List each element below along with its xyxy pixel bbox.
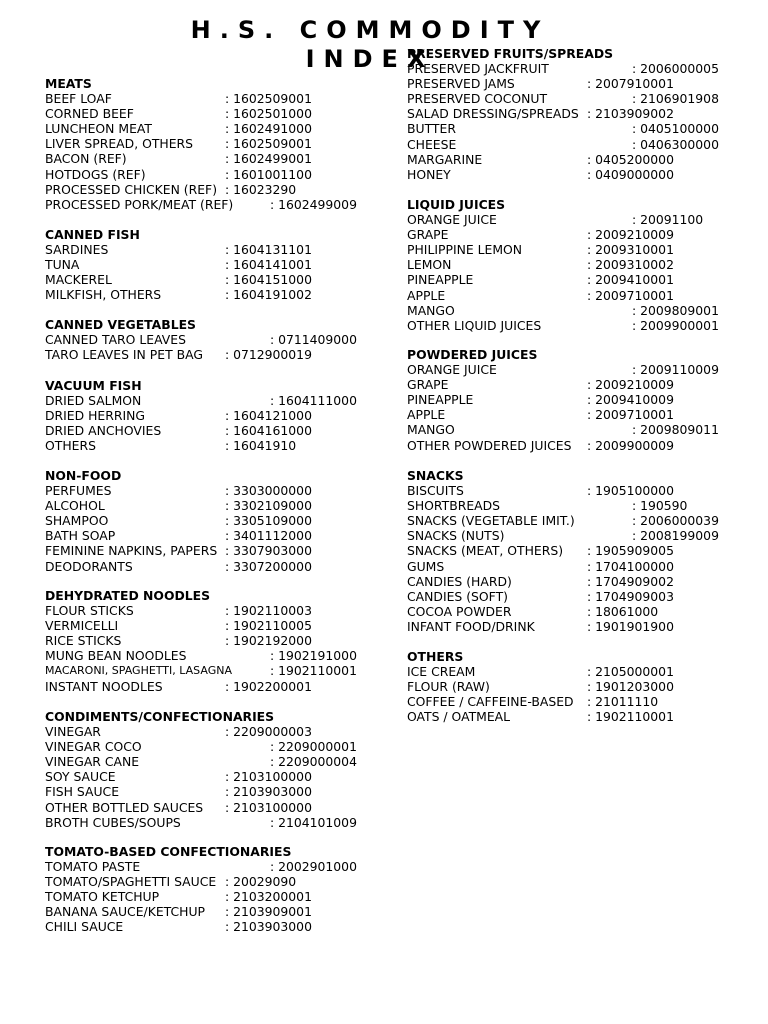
list-item bbox=[45, 889, 375, 904]
item-label: COCOA POWDER bbox=[407, 603, 512, 619]
hs-code: : 3307200000 bbox=[225, 558, 312, 574]
item-label: FISH SAUCE bbox=[45, 784, 120, 800]
list-item bbox=[407, 664, 737, 679]
item-label: TOMATO KETCHUP bbox=[45, 889, 160, 905]
list-item bbox=[407, 137, 737, 152]
list-item bbox=[407, 498, 737, 513]
item-label: MARGARINE bbox=[407, 151, 483, 167]
item-label: SALAD DRESSING/SPREADS bbox=[407, 106, 579, 122]
hs-code: : 20091100 bbox=[632, 212, 704, 228]
section-heading: PRESERVED FRUITS/SPREADS bbox=[407, 46, 614, 61]
section-dehydrated-noodles bbox=[45, 588, 375, 694]
hs-code: : 1604151000 bbox=[225, 272, 312, 288]
list-item bbox=[45, 800, 375, 815]
section-heading: MEATS bbox=[45, 76, 92, 91]
item-label: TOMATO/SPAGHETTI SAUCE bbox=[45, 874, 217, 890]
item-label: MANGO bbox=[407, 422, 455, 438]
list-item bbox=[407, 559, 737, 574]
hs-code: : 1704909003 bbox=[587, 588, 674, 604]
item-label: ORANGE JUICE bbox=[407, 212, 497, 228]
hs-code: : 0405200000 bbox=[587, 151, 674, 167]
list-item bbox=[407, 619, 737, 634]
section-heading: POWDERED JUICES bbox=[407, 347, 538, 362]
hs-code: : 2103909002 bbox=[587, 106, 674, 122]
hs-code: : 2103200001 bbox=[225, 889, 312, 905]
hs-code: : 1602491000 bbox=[225, 121, 312, 137]
list-item bbox=[45, 724, 375, 739]
hs-code: : 2104101009 bbox=[270, 814, 357, 830]
list-item bbox=[45, 423, 375, 438]
item-label: PRESERVED JACKFRUIT bbox=[407, 61, 549, 77]
hs-code: : 190590 bbox=[632, 498, 688, 514]
item-label: OATS / OATMEAL bbox=[407, 709, 511, 725]
hs-code: : 2009310001 bbox=[587, 242, 674, 258]
list-item bbox=[45, 904, 375, 919]
hs-code: : 1905909005 bbox=[587, 543, 674, 559]
item-label: COFFEE / CAFFEINE-BASED bbox=[407, 694, 574, 710]
hs-code: : 1901203000 bbox=[587, 679, 674, 695]
section-heading: VACUUM FISH bbox=[45, 378, 142, 393]
hs-code: : 1902192000 bbox=[225, 633, 312, 649]
item-label: PHILIPPINE LEMON bbox=[407, 242, 523, 258]
hs-code: : 1602499001 bbox=[225, 151, 312, 167]
item-label: OTHER POWDERED JUICES bbox=[407, 437, 572, 453]
item-label: BISCUITS bbox=[407, 483, 464, 499]
list-item bbox=[407, 589, 737, 604]
list-item bbox=[45, 287, 375, 302]
hs-code: : 1902110005 bbox=[225, 618, 312, 634]
list-item bbox=[407, 392, 737, 407]
item-label: DRIED SALMON bbox=[45, 393, 142, 409]
hs-code: : 1602509001 bbox=[225, 91, 312, 107]
hs-code: : 1604141001 bbox=[225, 257, 312, 273]
hs-code: : 2009310002 bbox=[587, 257, 674, 273]
list-item bbox=[45, 121, 375, 136]
list-item bbox=[407, 303, 737, 318]
hs-code: : 2209000003 bbox=[225, 724, 312, 740]
hs-code: : 2103903000 bbox=[225, 784, 312, 800]
list-item bbox=[407, 91, 737, 106]
list-item bbox=[45, 483, 375, 498]
item-label: PRESERVED COCONUT bbox=[407, 91, 548, 107]
item-label: FEMININE NAPKINS, PAPERS bbox=[45, 543, 218, 559]
item-label: RICE STICKS bbox=[45, 633, 122, 649]
hs-code: : 20029090 bbox=[225, 874, 297, 890]
list-item bbox=[407, 483, 737, 498]
item-label: MANGO bbox=[407, 302, 455, 318]
page-title: H.S. COMMODITY INDEX bbox=[190, 16, 550, 73]
hs-code: : 21011110 bbox=[587, 694, 659, 710]
item-label: CHEESE bbox=[407, 136, 457, 152]
hs-code: : 1602501000 bbox=[225, 106, 312, 122]
list-item bbox=[407, 212, 737, 227]
hs-code: : 2009210009 bbox=[587, 377, 674, 393]
section-heading: NON-FOOD bbox=[45, 468, 122, 483]
list-item bbox=[45, 559, 375, 574]
list-item bbox=[45, 136, 375, 151]
item-label: PRESERVED JAMS bbox=[407, 76, 515, 92]
section-snacks bbox=[407, 468, 737, 634]
item-label: BEEF LOAF bbox=[45, 91, 112, 107]
section-heading: OTHERS bbox=[407, 649, 464, 664]
list-item bbox=[45, 106, 375, 121]
list-item bbox=[45, 408, 375, 423]
hs-code: : 1905100000 bbox=[587, 483, 674, 499]
item-label: LIVER SPREAD, OTHERS bbox=[45, 136, 194, 152]
hs-code: : 1902191000 bbox=[270, 648, 357, 664]
list-item bbox=[45, 151, 375, 166]
section-heading: CANNED VEGETABLES bbox=[45, 317, 196, 332]
section-tomato-based-confectionaries bbox=[45, 844, 375, 935]
hs-code: : 1602499009 bbox=[270, 196, 357, 212]
item-label: PINEAPPLE bbox=[407, 272, 474, 288]
item-label: LEMON bbox=[407, 257, 452, 273]
item-label: SHAMPOO bbox=[45, 513, 109, 529]
section-non-food bbox=[45, 468, 375, 574]
section-vacuum-fish bbox=[45, 378, 375, 453]
item-label: FLOUR STICKS bbox=[45, 603, 134, 619]
hs-code: : 1604111000 bbox=[270, 393, 357, 409]
list-item bbox=[45, 784, 375, 799]
item-label: MACARONI, SPAGHETTI, LASAGNA bbox=[45, 664, 232, 678]
hs-code: : 3302109000 bbox=[225, 498, 312, 514]
item-label: PINEAPPLE bbox=[407, 392, 474, 408]
list-item bbox=[45, 498, 375, 513]
item-label: GRAPE bbox=[407, 227, 449, 243]
list-item bbox=[407, 76, 737, 91]
item-label: DEODORANTS bbox=[45, 558, 133, 574]
list-item bbox=[407, 61, 737, 76]
list-item bbox=[407, 513, 737, 528]
list-item bbox=[407, 242, 737, 257]
hs-code: : 1902200001 bbox=[225, 678, 312, 694]
item-label: BROTH CUBES/SOUPS bbox=[45, 814, 181, 830]
item-label: PERFUMES bbox=[45, 483, 112, 499]
list-item bbox=[407, 422, 737, 437]
list-item bbox=[407, 528, 737, 543]
item-label: SOY SAUCE bbox=[45, 769, 116, 785]
list-item bbox=[45, 633, 375, 648]
list-item bbox=[407, 167, 737, 182]
hs-code: : 2009809011 bbox=[632, 422, 719, 438]
item-label: SHORTBREADS bbox=[407, 498, 501, 514]
item-label: LUNCHEON MEAT bbox=[45, 121, 152, 137]
list-item bbox=[45, 438, 375, 453]
item-label: DRIED ANCHOVIES bbox=[45, 423, 162, 439]
item-label: ALCOHOL bbox=[45, 498, 105, 514]
item-label: CANDIES (HARD) bbox=[407, 573, 512, 589]
hs-code: : 2103903000 bbox=[225, 919, 312, 935]
hs-code: : 1902110001 bbox=[270, 663, 357, 679]
hs-code: : 1902110001 bbox=[587, 709, 674, 725]
hs-code: : 2103100000 bbox=[225, 799, 312, 815]
hs-code: : 2008199009 bbox=[632, 528, 719, 544]
hs-code: : 2009809001 bbox=[632, 302, 719, 318]
item-label: OTHER LIQUID JUICES bbox=[407, 317, 542, 333]
list-item bbox=[45, 197, 375, 212]
list-item bbox=[45, 663, 375, 678]
item-label: ICE CREAM bbox=[407, 664, 476, 680]
item-label: TUNA bbox=[45, 257, 80, 273]
list-item bbox=[45, 648, 375, 663]
hs-code: : 2009710001 bbox=[587, 287, 674, 303]
item-label: SNACKS (NUTS) bbox=[407, 528, 505, 544]
item-label: SARDINES bbox=[45, 242, 109, 258]
item-label: MUNG BEAN NOODLES bbox=[45, 648, 187, 664]
item-label: BUTTER bbox=[407, 121, 456, 137]
item-label: PROCESSED PORK/MEAT (REF) bbox=[45, 196, 234, 212]
item-label: OTHER BOTTLED SAUCES bbox=[45, 799, 204, 815]
list-item bbox=[45, 679, 375, 694]
list-item bbox=[407, 362, 737, 377]
hs-code: : 0409000000 bbox=[587, 166, 674, 182]
section-heading: DEHYDRATED NOODLES bbox=[45, 588, 211, 603]
section-heading: LIQUID JUICES bbox=[407, 197, 506, 212]
item-label: CANNED TARO LEAVES bbox=[45, 332, 186, 348]
list-item bbox=[407, 257, 737, 272]
list-item bbox=[45, 91, 375, 106]
item-label: VINEGAR CANE bbox=[45, 754, 140, 770]
section-powdered-juices bbox=[407, 347, 737, 453]
item-label: VINEGAR bbox=[45, 724, 101, 740]
hs-code: : 2009410001 bbox=[587, 272, 674, 288]
list-item bbox=[45, 332, 375, 347]
hs-code: : 2009900009 bbox=[587, 437, 674, 453]
hs-code: : 1604191002 bbox=[225, 287, 312, 303]
list-item bbox=[407, 694, 737, 709]
item-label: PROCESSED CHICKEN (REF) bbox=[45, 181, 218, 197]
hs-code: : 2103100000 bbox=[225, 769, 312, 785]
list-item bbox=[45, 618, 375, 633]
hs-code: : 1901901900 bbox=[587, 618, 674, 634]
hs-code: : 2105000001 bbox=[587, 664, 674, 680]
list-item bbox=[45, 754, 375, 769]
section-liquid-juices bbox=[407, 197, 737, 333]
item-label: SNACKS (VEGETABLE IMIT.) bbox=[407, 513, 575, 529]
list-item bbox=[45, 859, 375, 874]
hs-code: : 0405100000 bbox=[632, 121, 719, 137]
item-label: GRAPE bbox=[407, 377, 449, 393]
list-item bbox=[45, 769, 375, 784]
hs-code: : 0712900019 bbox=[225, 347, 312, 363]
item-label: HOTDOGS (REF) bbox=[45, 166, 146, 182]
list-item bbox=[45, 347, 375, 362]
list-item bbox=[45, 739, 375, 754]
item-label: TARO LEAVES IN PET BAG bbox=[45, 347, 203, 363]
hs-code: : 16041910 bbox=[225, 438, 297, 454]
item-label: MILKFISH, OTHERS bbox=[45, 287, 162, 303]
list-item bbox=[45, 257, 375, 272]
hs-code: : 2009110009 bbox=[632, 362, 719, 378]
list-item bbox=[45, 272, 375, 287]
list-item bbox=[45, 919, 375, 934]
item-label: CANDIES (SOFT) bbox=[407, 588, 508, 604]
section-heading: SNACKS bbox=[407, 468, 464, 483]
item-label: MACKEREL bbox=[45, 272, 112, 288]
list-item bbox=[45, 242, 375, 257]
hs-code: : 2006000039 bbox=[632, 513, 719, 529]
list-item bbox=[45, 167, 375, 182]
item-label: ORANGE JUICE bbox=[407, 362, 497, 378]
item-label: TOMATO PASTE bbox=[45, 859, 141, 875]
item-label: BANANA SAUCE/KETCHUP bbox=[45, 904, 206, 920]
list-item bbox=[45, 874, 375, 889]
list-item bbox=[45, 603, 375, 618]
list-item bbox=[407, 574, 737, 589]
hs-code: : 2007910001 bbox=[587, 76, 674, 92]
list-item bbox=[407, 604, 737, 619]
hs-code: : 3305109000 bbox=[225, 513, 312, 529]
hs-code: : 16023290 bbox=[225, 181, 297, 197]
section-others bbox=[407, 649, 737, 724]
hs-code: : 2009710001 bbox=[587, 407, 674, 423]
item-label: FLOUR (RAW) bbox=[407, 679, 490, 695]
list-item bbox=[407, 377, 737, 392]
list-item bbox=[407, 227, 737, 242]
list-item bbox=[45, 513, 375, 528]
item-label: VERMICELLI bbox=[45, 618, 119, 634]
hs-code: : 1601001100 bbox=[225, 166, 312, 182]
hs-code: : 3307903000 bbox=[225, 543, 312, 559]
hs-code: : 2106901908 bbox=[632, 91, 719, 107]
list-item bbox=[407, 543, 737, 558]
section-meats bbox=[45, 76, 375, 212]
list-item bbox=[407, 288, 737, 303]
item-label: INSTANT NOODLES bbox=[45, 678, 163, 694]
list-item bbox=[407, 709, 737, 724]
section-condiments-confectionaries bbox=[45, 709, 375, 830]
item-label: DRIED HERRING bbox=[45, 408, 146, 424]
list-item bbox=[407, 407, 737, 422]
hs-code: : 1604131101 bbox=[225, 242, 312, 258]
section-canned-fish bbox=[45, 227, 375, 302]
hs-code: : 2006000005 bbox=[632, 61, 719, 77]
item-label: VINEGAR COCO bbox=[45, 739, 142, 755]
list-item bbox=[407, 679, 737, 694]
hs-code: : 0711409000 bbox=[270, 332, 357, 348]
list-item bbox=[407, 272, 737, 287]
list-item bbox=[407, 152, 737, 167]
list-item bbox=[407, 438, 737, 453]
item-label: SNACKS (MEAT, OTHERS) bbox=[407, 543, 564, 559]
section-preserved-fruits-spreads bbox=[407, 46, 737, 182]
list-item bbox=[45, 528, 375, 543]
hs-code: : 1604161000 bbox=[225, 423, 312, 439]
hs-code: : 2209000004 bbox=[270, 754, 357, 770]
list-item bbox=[45, 815, 375, 830]
section-heading: CONDIMENTS/CONFECTIONARIES bbox=[45, 709, 275, 724]
list-item bbox=[45, 543, 375, 558]
hs-code: : 1704100000 bbox=[587, 558, 674, 574]
item-label: CORNED BEEF bbox=[45, 106, 134, 122]
section-heading: TOMATO-BASED CONFECTIONARIES bbox=[45, 844, 292, 859]
hs-code: : 0406300000 bbox=[632, 136, 719, 152]
hs-code: : 1902110003 bbox=[225, 603, 312, 619]
hs-code: : 3401112000 bbox=[225, 528, 312, 544]
section-canned-vegetables bbox=[45, 317, 375, 362]
hs-code: : 3303000000 bbox=[225, 483, 312, 499]
list-item bbox=[407, 106, 737, 121]
item-label: BACON (REF) bbox=[45, 151, 127, 167]
hs-code: : 1604121000 bbox=[225, 408, 312, 424]
list-item bbox=[45, 182, 375, 197]
list-item bbox=[407, 318, 737, 333]
hs-code: : 2009210009 bbox=[587, 227, 674, 243]
hs-code: : 18061000 bbox=[587, 603, 659, 619]
item-label: APPLE bbox=[407, 407, 446, 423]
hs-code: : 1704909002 bbox=[587, 573, 674, 589]
item-label: HONEY bbox=[407, 166, 451, 182]
hs-code: : 2103909001 bbox=[225, 904, 312, 920]
list-item bbox=[407, 121, 737, 136]
hs-code: : 2209000001 bbox=[270, 739, 357, 755]
hs-code: : 2002901000 bbox=[270, 859, 357, 875]
item-label: GUMS bbox=[407, 558, 445, 574]
item-label: INFANT FOOD/DRINK bbox=[407, 618, 535, 634]
item-label: BATH SOAP bbox=[45, 528, 116, 544]
hs-code: : 2009410009 bbox=[587, 392, 674, 408]
section-heading: CANNED FISH bbox=[45, 227, 140, 242]
hs-code: : 2009900001 bbox=[632, 317, 719, 333]
hs-code: : 1602509001 bbox=[225, 136, 312, 152]
item-label: APPLE bbox=[407, 287, 446, 303]
item-label: OTHERS bbox=[45, 438, 96, 454]
list-item bbox=[45, 393, 375, 408]
item-label: CHILI SAUCE bbox=[45, 919, 124, 935]
